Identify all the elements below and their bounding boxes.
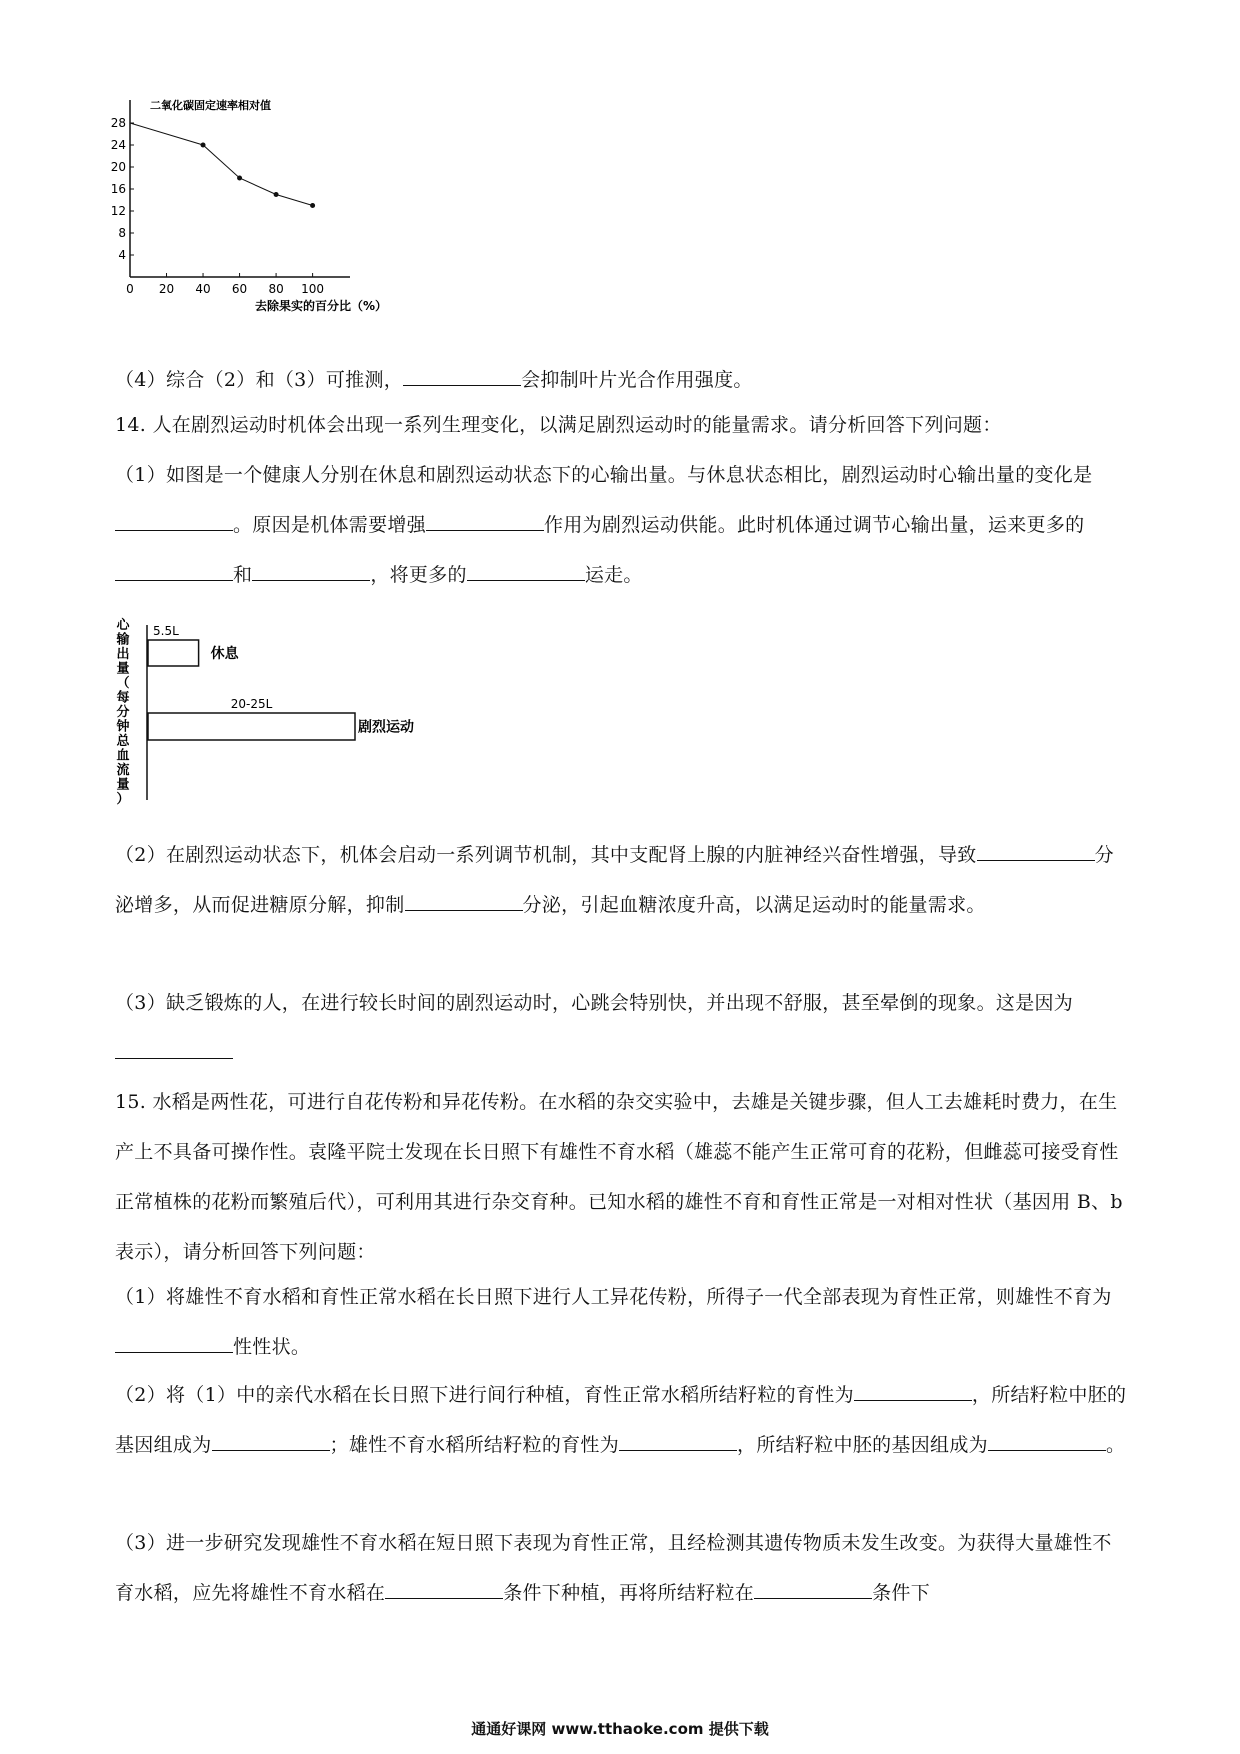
chart-axes	[130, 100, 350, 277]
ylabel-char: （	[116, 676, 130, 691]
answer-blank[interactable]	[854, 1382, 972, 1401]
ylabel-char: 分	[116, 705, 130, 720]
x-tick-label: 60	[231, 282, 248, 296]
bar-category-label: 剧烈运动	[358, 719, 414, 736]
ylabel-char: 钟	[116, 719, 130, 735]
x-tick-label: 0	[126, 282, 134, 296]
y-tick-label: 28	[110, 116, 126, 130]
x-tick-label: 100	[301, 282, 325, 296]
q15-3: （3）进一步研究发现雄性不育水稻在短日照下表现为育性正常，且经检测其遗传物质未发生改变。为获得大量雄性不育水稻，应先将雄性不育水稻在 条件下种植，再将所结籽粒在 条件下	[115, 1532, 1112, 1604]
cardiac-output-bar-chart	[115, 615, 475, 805]
bar-chart-bars	[148, 624, 414, 740]
y-tick-label: 8	[118, 226, 126, 240]
x-tick-label: 40	[195, 282, 211, 296]
bar	[148, 713, 355, 740]
bar-value-label: 5.5L	[153, 624, 179, 638]
bar-chart-ylabel	[115, 617, 130, 805]
ylabel-char: 输	[116, 632, 130, 648]
bar-value-label: 20-25L	[230, 697, 273, 711]
q15-title: 15. 水稻是两性花，可进行自花传粉和异花传粉。在水稻的杂交实验中，去雄是关键步骤，但人工去雄耗时费力，在生产上不具备可操作性。袁隆平院士发现在长日照下有雄性不育水稻（雄蕊不能产生正常可育的花粉，但雌蕊可接受育性正常植株的花粉而繁殖后代），可利用其进行杂交育种。已知水稻的雄性不育和育性正常是一对相对性状（基因用 B、b 表示），请分析回答下列问题：	[115, 1091, 1123, 1263]
chart-ylabel: 二氧化碳固定速率相对值	[150, 99, 271, 112]
answer-blank[interactable]	[115, 1334, 233, 1353]
y-tick-label: 16	[110, 182, 126, 196]
ylabel-char: ）	[116, 792, 130, 805]
data-point	[237, 176, 242, 181]
ylabel-char: 量	[116, 777, 130, 793]
answer-blank[interactable]	[977, 842, 1095, 861]
answer-blank[interactable]	[252, 562, 370, 581]
answer-blank[interactable]	[115, 1040, 233, 1059]
q14-3: （3）缺乏锻炼的人，在进行较长时间的剧烈运动时，心跳会特别快，并出现不舒服，甚至晕倒的现象。这是因为	[115, 978, 1130, 1078]
answer-blank[interactable]	[115, 562, 233, 581]
ylabel-char: 血	[116, 748, 130, 764]
series-line	[130, 123, 313, 206]
data-point	[310, 203, 315, 208]
answer-blank[interactable]	[426, 512, 544, 531]
answer-blank[interactable]	[385, 1580, 503, 1599]
co2-fixation-line-chart	[110, 95, 410, 320]
answer-blank[interactable]	[212, 1432, 330, 1451]
page-footer: 通通好课网 www.tthaoke.com 提供下载	[471, 1720, 769, 1738]
x-tick-label: 20	[158, 282, 175, 296]
y-tick-label: 4	[118, 248, 126, 262]
x-tick-label: 80	[268, 282, 284, 296]
answer-blank[interactable]	[405, 892, 523, 911]
ylabel-char: 出	[116, 647, 130, 662]
bar	[148, 640, 199, 666]
bar-category-label: 休息	[210, 646, 239, 662]
q13-4: （4）综合（2）和（3）可推测， 会抑制叶片光合作用强度。	[115, 369, 753, 391]
ylabel-char: 每	[116, 690, 130, 706]
chart-series	[130, 123, 315, 208]
data-point	[201, 143, 206, 148]
answer-blank[interactable]	[988, 1432, 1106, 1451]
y-tick-label: 24	[110, 138, 126, 152]
y-tick-label: 12	[110, 204, 126, 218]
answer-blank[interactable]	[619, 1432, 737, 1451]
answer-blank[interactable]	[467, 562, 585, 581]
q14-title: 14. 人在剧烈运动时机体会出现一系列生理变化，以满足剧烈运动时的能量需求。请分析回答下列问题：	[115, 414, 1002, 436]
ylabel-char: 流	[116, 763, 130, 778]
ylabel-char: 心	[116, 618, 130, 633]
q15-2: （2）将（1）中的亲代水稻在长日照下进行间行种植，育性正常水稻所结籽粒的育性为 ，所结籽粒中胚的基因组成为 ；雄性不育水稻所结籽粒的育性为 ，所结籽粒中胚的基因组成为 。	[115, 1384, 1127, 1456]
answer-blank[interactable]	[754, 1580, 872, 1599]
q14-1: （1）如图是一个健康人分别在休息和剧烈运动状态下的心输出量。与休息状态相比，剧烈运动时心输出量的变化是。原因是机体需要增强 作用为剧烈运动供能。此时机体通过调节心输出量，运来更多的和 ，将更多的 运走。	[115, 464, 1093, 586]
data-point	[274, 192, 279, 197]
answer-blank[interactable]	[403, 367, 521, 386]
chart-ticks	[111, 116, 324, 296]
q14-2: （2）在剧烈运动状态下，机体会启动一系列调节机制，其中支配肾上腺的内脏神经兴奋性增强，导致 分泌增多，从而促进糖原分解，抑制 分泌，引起血糖浓度升高，以满足运动时的能量需求。	[115, 844, 1114, 916]
chart-xlabel: 去除果实的百分比（%）	[255, 299, 388, 313]
q15-1: （1）将雄性不育水稻和育性正常水稻在长日照下进行人工异花传粉，所得子一代全部表现为育性正常，则雄性不育为性性状。	[115, 1286, 1112, 1358]
ylabel-char: 总	[116, 734, 130, 749]
ylabel-char: 量	[116, 661, 130, 677]
answer-blank[interactable]	[115, 512, 233, 531]
y-tick-label: 20	[110, 160, 126, 174]
